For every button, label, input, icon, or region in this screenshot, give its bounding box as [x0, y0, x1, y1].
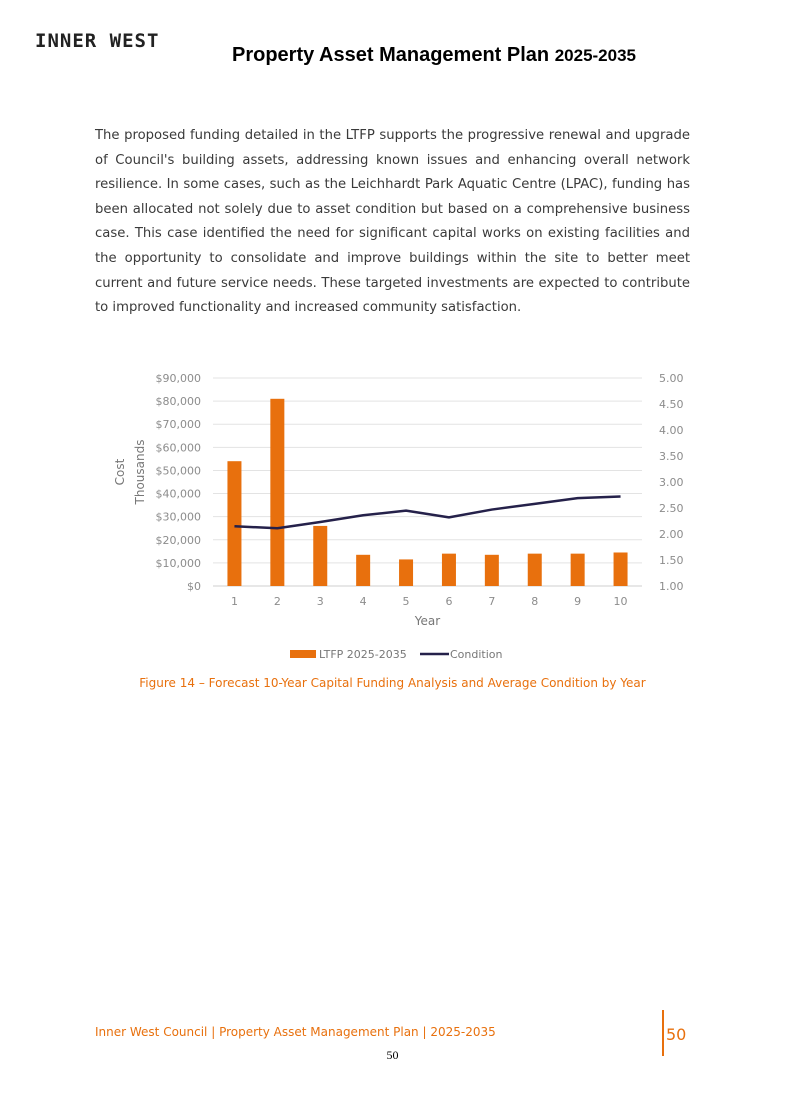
y-right-tick-label: 5.00 [659, 372, 684, 385]
footer-text: Inner West Council | Property Asset Management Plan | 2025-2035 [95, 1025, 496, 1039]
x-tick-label: 5 [402, 595, 410, 608]
y-axis-title: Cost [113, 458, 127, 486]
y-left-tick-label: $60,000 [155, 441, 201, 455]
bar-ltfp [313, 526, 327, 586]
bar-ltfp [227, 461, 241, 586]
y-left-tick-label: $40,000 [155, 487, 201, 501]
chart-container [100, 360, 684, 670]
x-tick-label: 8 [531, 595, 539, 608]
y-right-tick-label: 4.50 [659, 398, 684, 411]
x-tick-label: 9 [574, 595, 582, 608]
y-axis-subtitle: Thousands [133, 439, 147, 505]
x-tick-label: 2 [273, 595, 281, 608]
body-paragraph: The proposed funding detailed in the LTFP supports the progressive renewal and upgrade of Council's building assets, addressing known issues and enhancing overall network resilience. In some cases, such as the Leichhardt Park Aquatic Centre (LPAC), funding has been allocated not solely due to asset condition but based on a comprehensive business case. This case identified the need for significant capital works on existing facilities and the opportunity to consolidate and improve buildings within the site to better meet current and future service needs. These targeted investments are expected to contribute to improved functionality and increased community satisfaction. [95, 128, 690, 316]
x-axis-title: Year [414, 614, 441, 628]
bar-ltfp [485, 555, 499, 586]
bar-ltfp [356, 555, 370, 586]
logo-text: INNER WEST [35, 30, 160, 52]
y-right-tick-label: 3.00 [659, 476, 684, 489]
footer-page-number: 50 [666, 1025, 687, 1044]
x-tick-label: 7 [488, 595, 496, 608]
y-left-tick-label: $30,000 [155, 510, 201, 524]
condition-line [234, 497, 620, 529]
y-right-tick-label: 2.50 [659, 502, 684, 515]
x-tick-label: 3 [316, 595, 324, 608]
legend-bar-swatch [290, 650, 316, 658]
bar-ltfp [528, 554, 542, 586]
bar-ltfp [442, 554, 456, 586]
legend-line-label: Condition [450, 648, 503, 661]
y-left-tick-label: $0 [187, 580, 201, 593]
y-right-tick-label: 4.00 [659, 424, 684, 437]
y-left-tick-label: $80,000 [155, 395, 201, 409]
page-title [232, 44, 636, 67]
x-tick-label: 6 [445, 595, 453, 608]
x-tick-label: 10 [613, 595, 628, 608]
title-year: 2025-2035 [554, 46, 637, 65]
title-text: Property Asset Management Plan [232, 44, 550, 66]
figure-caption: Figure 14 – Forecast 10-Year Capital Funding Analysis and Average Condition by Year [139, 676, 646, 690]
x-tick-label: 4 [359, 595, 367, 608]
page-number-bottom: 50 [386, 1048, 399, 1062]
bar-ltfp [270, 399, 284, 586]
legend-bar-label: LTFP 2025-2035 [319, 648, 407, 661]
y-left-tick-label: $90,000 [155, 372, 201, 385]
bar-ltfp [399, 559, 413, 586]
council-logo [35, 30, 159, 52]
y-right-tick-label: 3.50 [659, 450, 684, 463]
y-left-tick-label: $10,000 [155, 556, 201, 570]
y-left-tick-label: $70,000 [155, 418, 201, 432]
x-tick-label: 1 [230, 595, 238, 608]
y-left-tick-label: $20,000 [155, 533, 201, 547]
y-right-tick-label: 1.50 [659, 554, 684, 567]
bar-ltfp [571, 554, 585, 586]
bar-ltfp [614, 552, 628, 586]
funding-condition-chart [100, 360, 684, 670]
y-right-tick-label: 2.00 [659, 528, 684, 541]
y-right-tick-label: 1.00 [659, 580, 684, 593]
y-left-tick-label: $50,000 [155, 464, 201, 478]
